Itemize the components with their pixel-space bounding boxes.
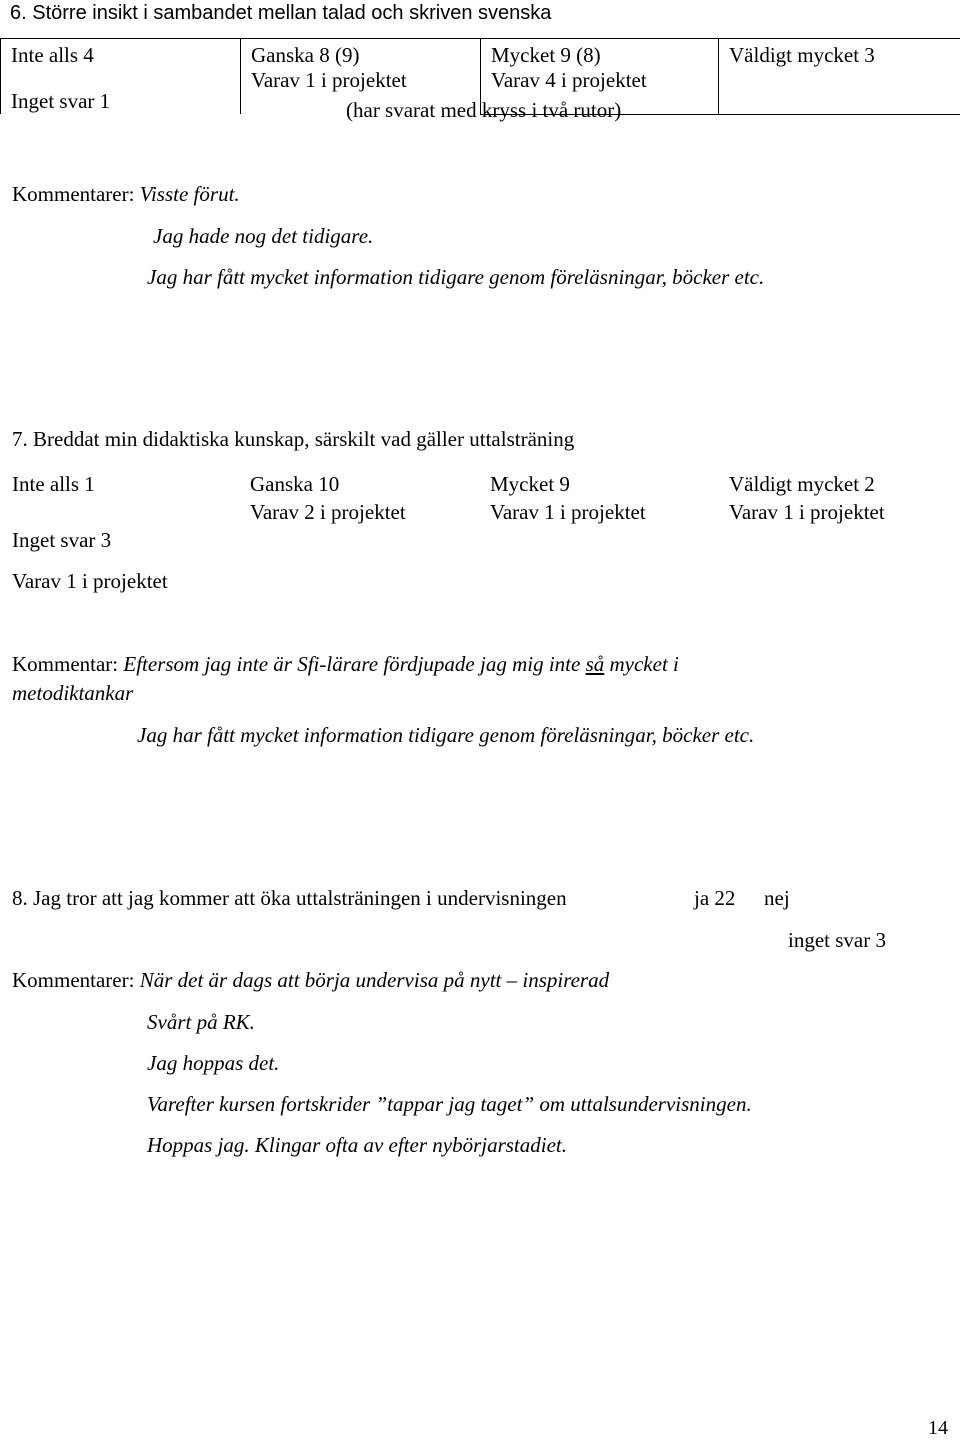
q6-comment-1: Visste förut. (140, 182, 240, 206)
q8-nej: nej (764, 886, 790, 911)
q6-ganska-sub: Varav 1 i projektet (251, 68, 480, 93)
q7-heading: 7. Breddat min didaktiska kunskap, särskilt vad gäller uttalsträning (12, 427, 574, 452)
q7-comment-cont: metodiktankar (12, 681, 133, 706)
q7-inte-alls: Inte alls 1 (12, 472, 95, 497)
q6-mycket-sub: Varav 4 i projektet (491, 68, 718, 93)
q7-comment: Kommentar: Eftersom jag inte är Sfi-lärare fördjupade jag mig inte så mycket i (12, 652, 679, 677)
q6-inget-svar: Inget svar 1 (11, 89, 240, 114)
q6-note: (har svarat med kryss i två rutor) (346, 98, 621, 123)
q7-inget-sub: Varav 1 i projektet (12, 569, 168, 594)
q8-comment-3: Jag hoppas det. (147, 1051, 279, 1076)
q8-heading: 8. Jag tror att jag kommer att öka uttalsträningen i undervisningen (12, 886, 567, 911)
q7-mycket-sub: Varav 1 i projektet (490, 500, 646, 525)
q6-cell-inte-alls (1, 39, 241, 115)
q7-inget-svar: Inget svar 3 (12, 528, 111, 553)
q6-mycket: Mycket 9 (8) (491, 43, 718, 68)
q8-comments-label: Kommentarer: När det är dags att börja undervisa på nytt – inspirerad (12, 968, 609, 993)
q7-comment-2: Jag har fått mycket information tidigare genom föreläsningar, böcker etc. (137, 723, 754, 748)
q8-inget-svar: inget svar 3 (788, 928, 886, 953)
q6-heading: 6. Större insikt i sambandet mellan talad och skriven svenska (10, 1, 551, 25)
q6-comment-3: Jag har fått mycket information tidigare genom föreläsningar, böcker etc. (147, 265, 764, 290)
q8-comment-5: Hoppas jag. Klingar ofta av efter nybörjarstadiet. (147, 1133, 567, 1158)
q8-comment-4: Varefter kursen fortskrider ”tappar jag taget” om uttalsundervisningen. (147, 1092, 752, 1117)
q7-ganska-sub: Varav 2 i projektet (250, 500, 406, 525)
page-number: 14 (928, 1416, 948, 1440)
q8-comment-2: Svårt på RK. (147, 1010, 255, 1035)
q7-valdigt-sub: Varav 1 i projektet (729, 500, 885, 525)
q8-ja: ja 22 (694, 886, 735, 911)
q6-valdigt: Väldigt mycket 3 (729, 43, 960, 68)
q7-valdigt: Väldigt mycket 2 (729, 472, 875, 497)
q7-ganska: Ganska 10 (250, 472, 339, 497)
q6-cell-valdigt (719, 39, 960, 115)
q6-inte-alls: Inte alls 4 (11, 43, 240, 68)
q6-comments-label: Kommentarer: Visste förut. (12, 182, 240, 207)
q7-mycket: Mycket 9 (490, 472, 570, 497)
q8-comment-1: När det är dags att börja undervisa på nytt – inspirerad (140, 968, 609, 992)
q6-ganska: Ganska 8 (9) (251, 43, 480, 68)
q6-comment-2: Jag hade nog det tidigare. (153, 224, 373, 249)
